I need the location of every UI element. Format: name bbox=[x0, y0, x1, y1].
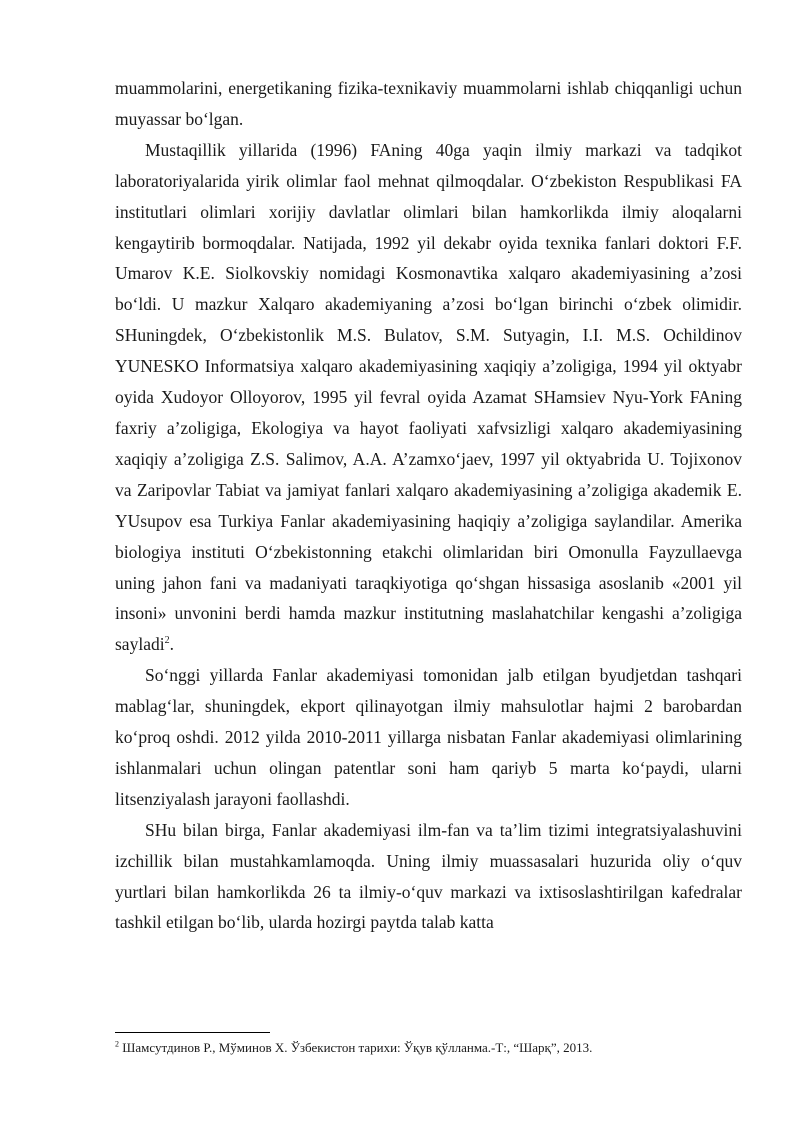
footnote-reference: 2 bbox=[164, 635, 170, 647]
footnote-separator bbox=[115, 1032, 270, 1033]
paragraph-text: Mustaqillik yillarida (1996) FAning 40ga yaqin ilmiy markazi va tadqikot laboratoriyalarida yirik olimlar faol mehnat qilmoqdalar. O‘zbekiston Respublikasi FA institutlari olimlari xorijiy davlatlar olimlari bilan hamkorlikda ilmiy aloqalarni kengaytirib bormoqdalar. Natijada, 1992 yil dekabr oyida texnika fanlari doktori F.F. Umarov K.E. Siolkovskiy nomidagi Kosmonavtika xalqaro akademiyasining a’zosi bo‘ldi. U mazkur Xalqaro akademiyaning a’zosi bo‘lgan birinchi o‘zbek olimidir. SHuningdek, O‘zbekistonlik M.S. Bulatov, S.M. Sutyagin, I.I. M.S. Ochildinov YUNESKO Informatsiya xalqaro akademiyasining xaqiqiy a’zoligiga, 1994 yil oktyabr oyida Xudoyor Olloyorov, 1995 yil fevral oyida Azamat SHamsiev Nyu-York FAning faxriy a’zoligiga, Ekologiya va hayot faoliyati xafvsizligi xalqaro akademiyasining xaqiqiy a’zoligiga Z.S. Salimov, A.A. A’zamxo‘jaev, 1997 yil oktyabrida U. Tojixonov va Zaripovlar Tabiat va jamiyat fanlari xalqaro akademiyasining a’zoligiga akademik E. YUsupov esa Turkiya Fanlar akademiyasining haqiqiy a’zoligiga saylandilar. Amerika biologiya instituti O‘zbekistonning etakchi olimlaridan biri Omonulla Fayzullaevga uning jahon fani va madaniyati taraqkiyotiga qo‘shgan hissasiga asoslanib «2001 yil insoni» unvonini berdi hamda mazkur institutning maslahatchilar kengashi a’zoligiga sayladi bbox=[115, 139, 742, 655]
paragraph-integration: SHu bilan birga, Fanlar akademiyasi ilm-fan va ta’lim tizimi integratsiyalashuvini izchillik bilan mustahkamlamoqda. Uning ilmiy muassasalari huzurida oliy o‘quv yurtlari bilan hamkorlikda 26 ta ilmiy-o‘quv markazi va ixtisoslashtirilgan kafedralar tashkil etilgan bo‘lib, ularda hozirgi paytda talab katta bbox=[115, 819, 742, 933]
paragraph-academy-members bbox=[115, 135, 742, 660]
paragraph-patents: So‘nggi yillarda Fanlar akademiyasi tomonidan jalb etilgan byudjetdan tashqari mablag‘lar, shuningdek, ekport qilinayotgan ilmiy mahsulotlar hajmi 2 barobardan ko‘proq oshdi. 2012 yilda 2010-2011 yillarga nisbatan Fanlar akademiyasi olimlarining ishlanmalari uchun olingan patentlar soni ham qariyb 5 marta ko‘paydi, ularni litsenziyalash jarayoni faollashdi. bbox=[115, 665, 742, 809]
footnote bbox=[115, 1039, 742, 1057]
body-text bbox=[115, 73, 742, 938]
paragraph-continuation: muammolarini, energetikaning fizika-texnikaviy muammolarni ishlab chiqqanligi uchun muyassar bo‘lgan. bbox=[115, 78, 742, 129]
paragraph-end-punctuation: . bbox=[169, 634, 174, 655]
footnote-marker: 2 bbox=[115, 1039, 119, 1049]
footnote-text: Шамсутдинов Р., Мўминов Х. Ўзбекистон тарихи: Ўқув қўлланма.-Т:, “Шарқ”, 2013. bbox=[122, 1040, 593, 1055]
